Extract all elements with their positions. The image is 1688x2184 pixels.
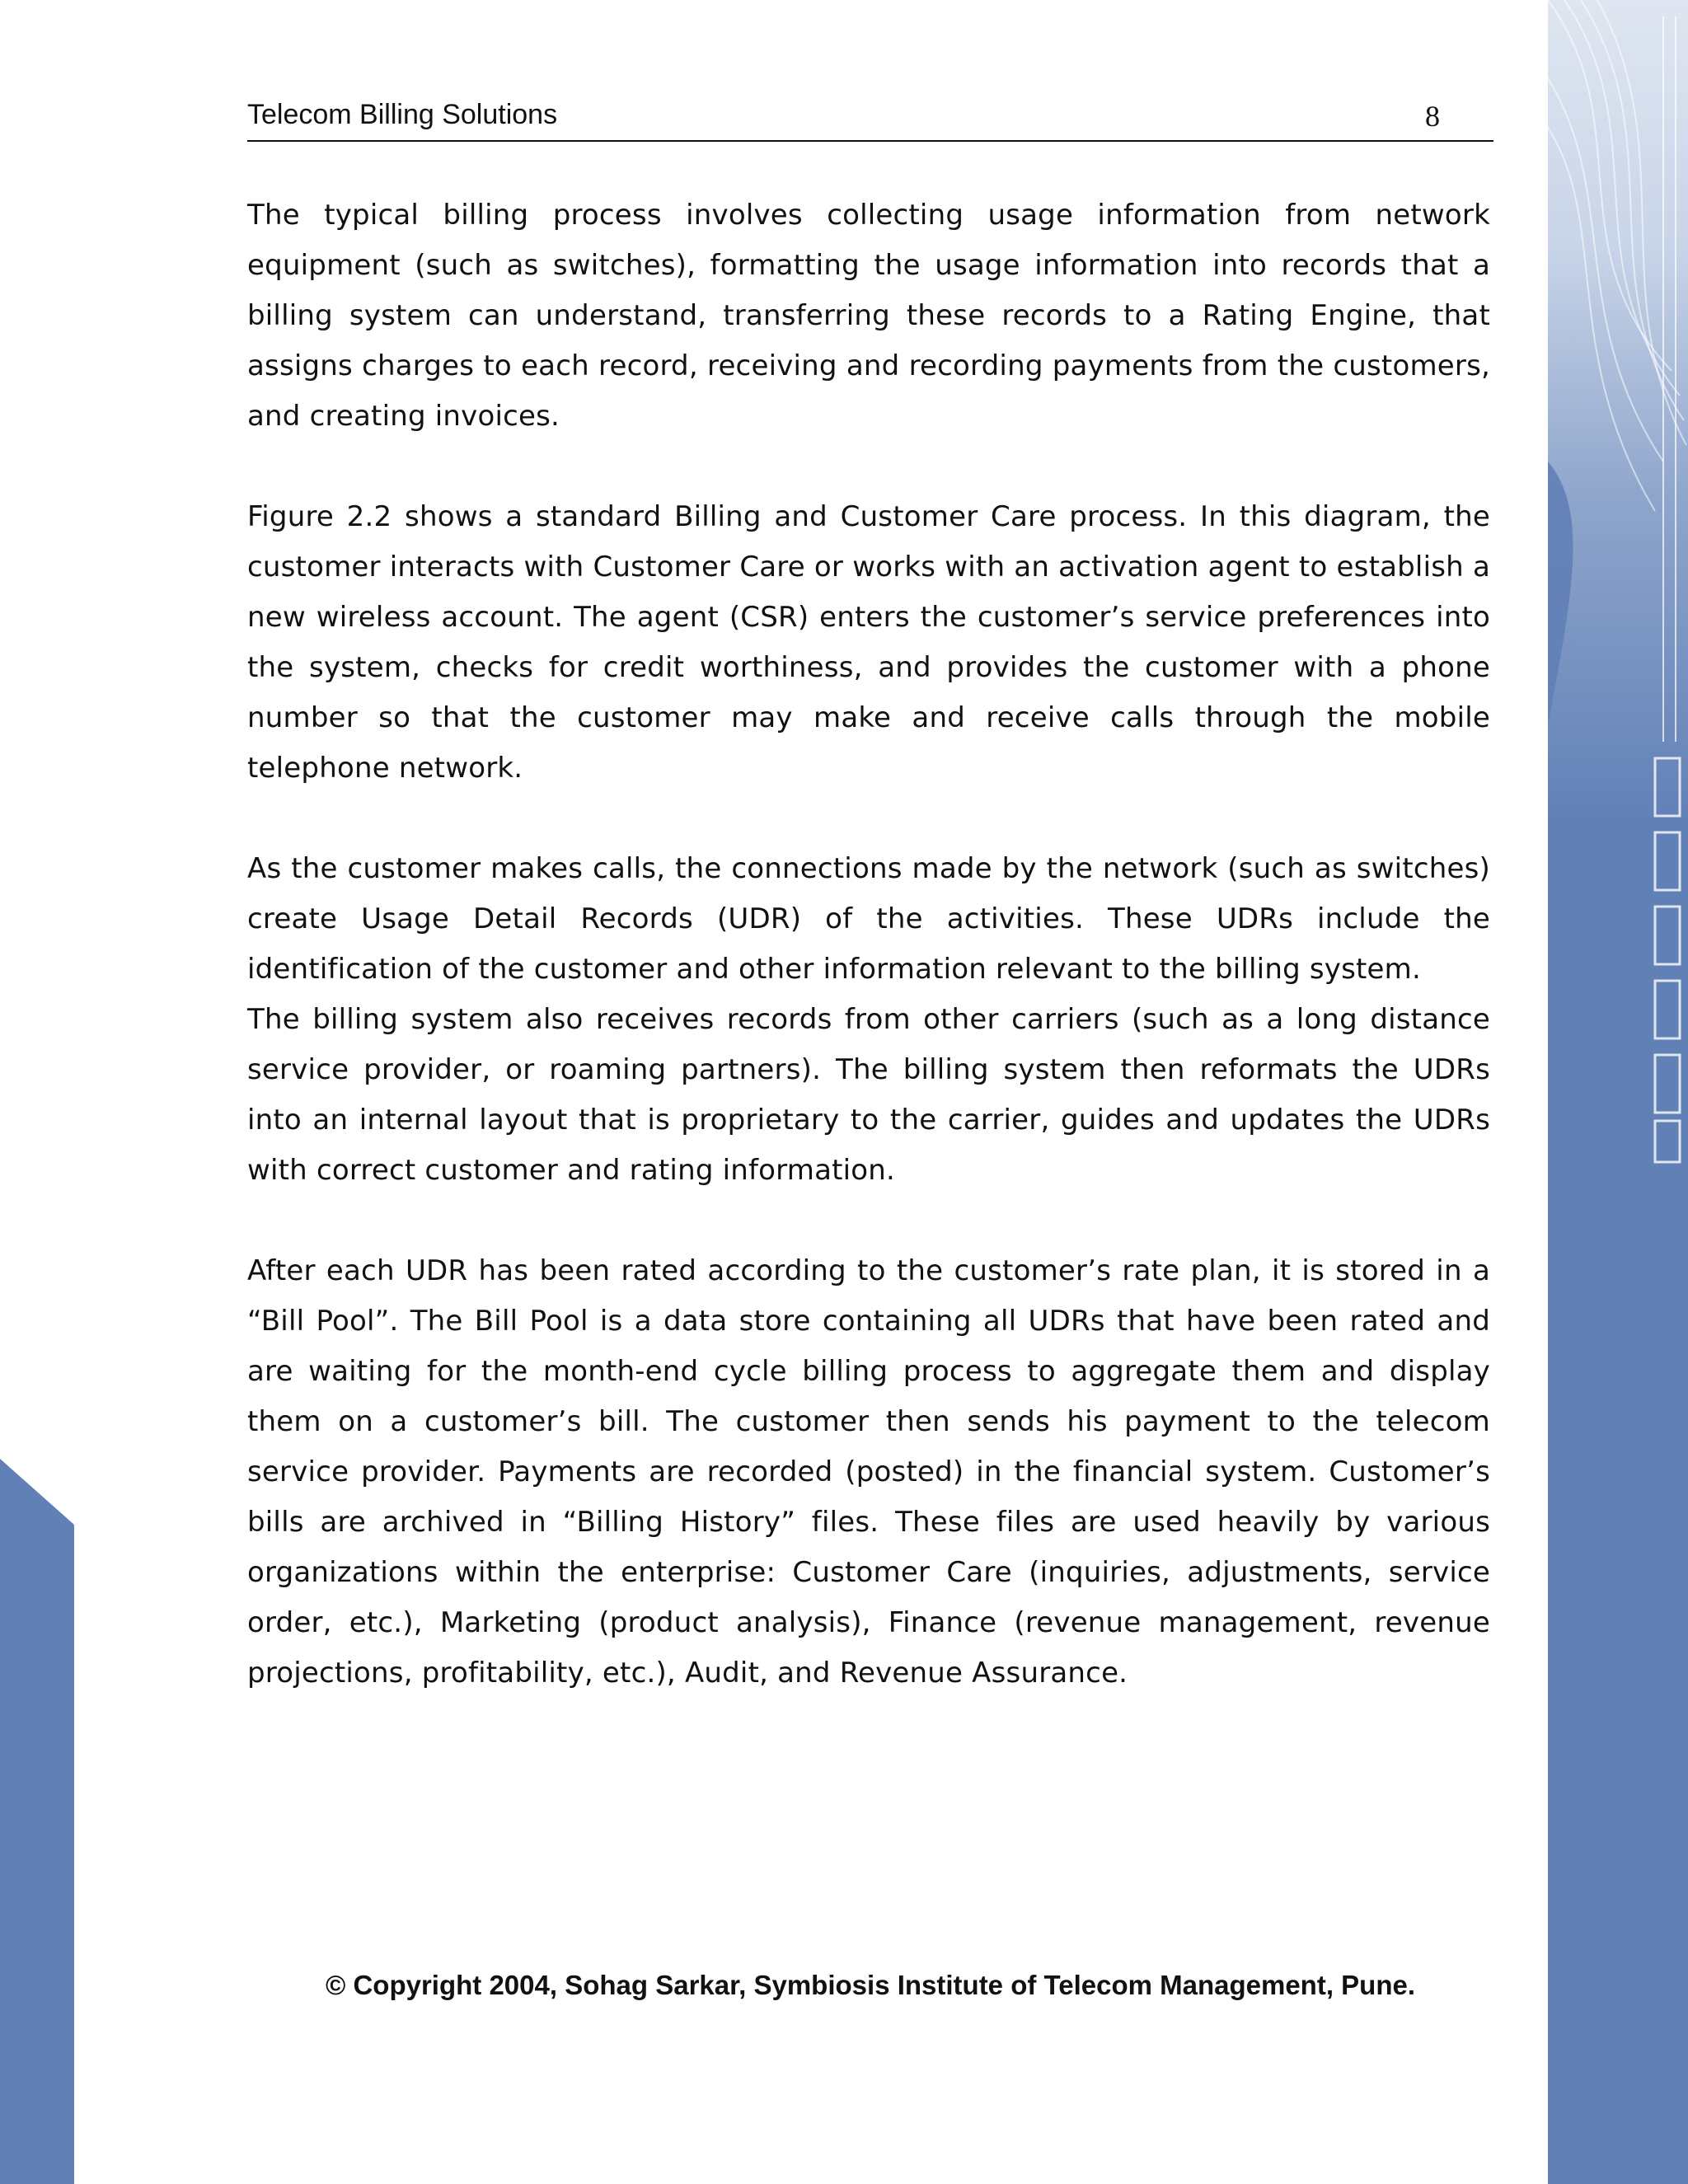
copyright-footer: © Copyright 2004, Sohag Sarkar, Symbiosis Institute of Telecom Management, Pune. [325,1970,1416,2000]
paragraph-bill-pool: After each UDR has been rated according to the customer’s rate plan, it is stored in a “Bill Pool”. The Bill Pool is a data store containing all UDRs that have been rated and are waiting for the month-end cycle billing process to aggregate them and display them on a customer’s bill. The customer then sends his payment to the telecom service provider. Payments are recorded (posted) in the financial system. Customer’s bills are archived in “Billing History” files. These files are used heavily by various organizations within the enterprise: Customer Care (inquiries, adjustments, service order, etc.), Marketing (product analysis), Finance (revenue management, revenue projections, profitability, etc.), Audit, and Revenue Assurance. [247,1254,1490,1690]
left-decorative-wedge [0,1459,78,2184]
paragraph-usage-detail-records: As the customer makes calls, the connections made by the network (such as switches) create Usage Detail Records (UDR) of the activities. These UDRs include the identification of the customer and other information relevant to the billing system. [247,852,1490,986]
paragraph-billing-process: The typical billing process involves collecting usage information from network equipment (such as switches), formatting the usage information into records that a billing system can understand, transferring these records to a Rating Engine, that assigns charges to each record, receiving and recording payments from the customers, and creating invoices. [247,199,1490,433]
header-title: Telecom Billing Solutions [247,99,558,130]
page-body [247,190,1490,1749]
paragraph-other-carriers: The billing system also receives records from other carriers (such as a long distance service provider, or roaming partners). The billing system then reformats the UDRs into an internal layout that is proprietary to the carrier, guides and updates the UDRs with correct customer and rating information. [247,1003,1490,1187]
paragraph-figure-description: Figure 2.2 shows a standard Billing and Customer Care process. In this diagram, the customer interacts with Customer Care or works with an activation agent to establish a new wireless account. The agent (CSR) enters the customer’s service preferences into the system, checks for credit worthiness, and provides the customer with a phone number so that the customer may make and receive calls through the mobile telephone network. [247,500,1490,785]
page-number: 8 [1425,100,1440,133]
right-band-pattern [1540,0,1688,1170]
page-header [247,97,1493,142]
